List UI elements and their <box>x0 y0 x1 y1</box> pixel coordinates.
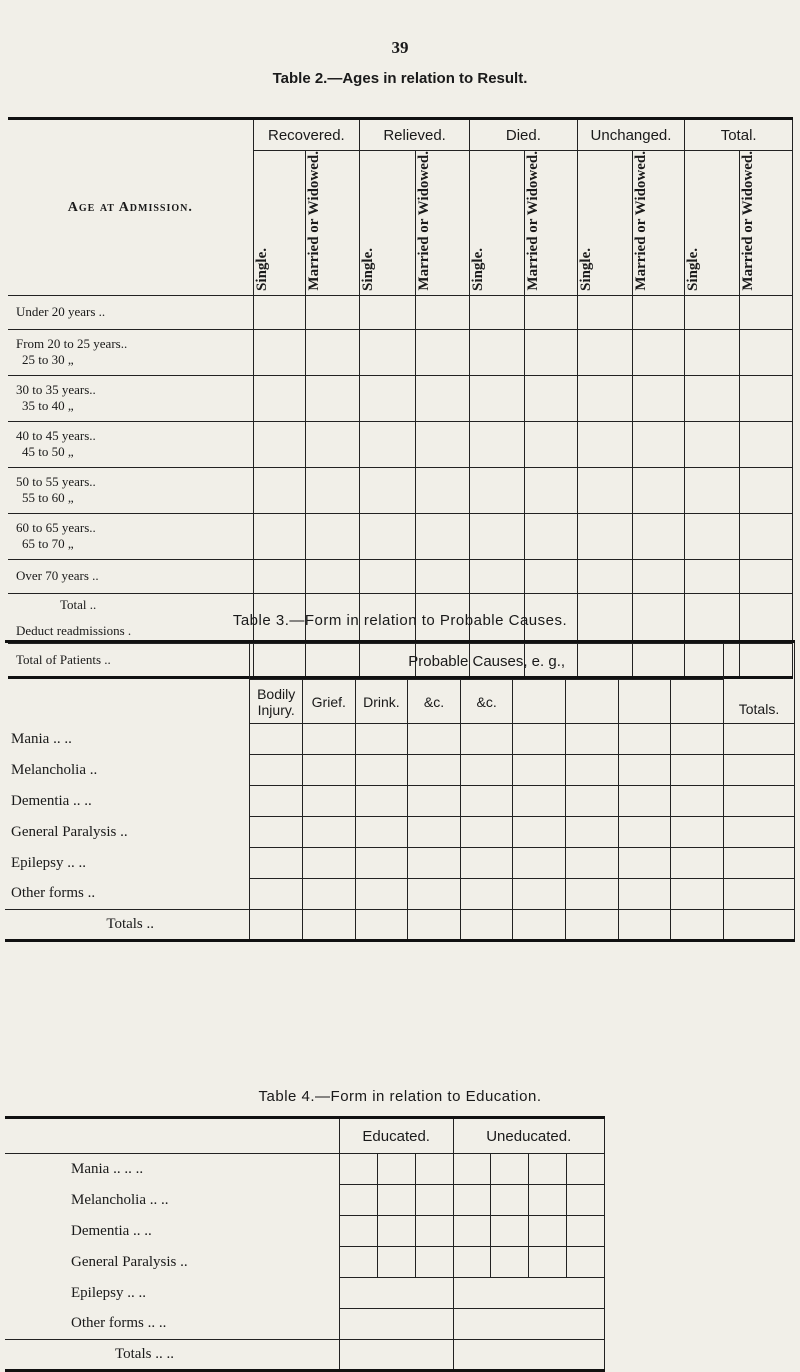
table-cell <box>685 295 740 329</box>
table-cell <box>740 559 793 593</box>
table-cell <box>740 513 793 559</box>
cause-column-header: Drink. <box>355 680 408 724</box>
table-cell <box>250 879 303 910</box>
table-cell <box>253 295 306 329</box>
table-cell <box>470 467 525 513</box>
table-row <box>5 1278 605 1309</box>
form-row-label: Totals .. .. <box>5 1340 339 1371</box>
table-cell <box>632 513 685 559</box>
table-cell <box>632 559 685 593</box>
table-cell <box>513 724 566 755</box>
table-cell <box>302 910 355 941</box>
table-cell <box>355 910 408 941</box>
table-cell <box>339 1154 377 1185</box>
table-cell <box>577 329 632 375</box>
table-cell <box>566 786 619 817</box>
table-cell <box>618 879 671 910</box>
table-cell <box>339 1216 377 1247</box>
table-cell <box>525 467 578 513</box>
table-cell <box>513 817 566 848</box>
table-cell <box>525 421 578 467</box>
table-cell <box>723 910 794 941</box>
table2 <box>8 117 793 679</box>
table-row <box>5 1340 605 1371</box>
table-cell <box>529 1216 567 1247</box>
table-cell <box>460 910 513 941</box>
form-row-label: Epilepsy .. .. <box>5 1278 339 1309</box>
table-cell <box>740 375 793 421</box>
table-cell <box>460 848 513 879</box>
table-cell <box>355 786 408 817</box>
table-cell <box>525 295 578 329</box>
table-cell <box>577 467 632 513</box>
table-cell <box>416 375 470 421</box>
table-cell <box>671 724 724 755</box>
table-cell <box>360 513 416 559</box>
table-cell <box>415 1185 453 1216</box>
group-total: Total. <box>685 119 793 151</box>
table-cell <box>513 848 566 879</box>
table-cell <box>339 1185 377 1216</box>
table-cell <box>618 786 671 817</box>
table-cell <box>513 755 566 786</box>
table-cell <box>302 755 355 786</box>
form-row-label: Dementia .. .. <box>5 786 250 817</box>
table-cell <box>513 786 566 817</box>
table-cell <box>470 295 525 329</box>
table-row <box>8 375 793 421</box>
educated-header: Educated. <box>339 1118 453 1154</box>
table-cell <box>355 848 408 879</box>
table-cell <box>671 786 724 817</box>
row-label-line: Over 70 years .. <box>16 568 99 584</box>
table-cell <box>408 724 461 755</box>
row-label-line: Total .. <box>60 597 97 613</box>
table-cell <box>671 755 724 786</box>
table-cell <box>685 559 740 593</box>
form-row-label: Melancholia .. <box>5 755 250 786</box>
table4 <box>5 1116 605 1372</box>
row-label-line: 55 to 60 „ <box>22 490 74 506</box>
table-row <box>8 467 793 513</box>
age-row-label <box>8 467 253 513</box>
table-cell <box>460 817 513 848</box>
table-cell <box>453 1278 605 1309</box>
age-row-label <box>8 559 253 593</box>
cause-column-header <box>566 680 619 724</box>
table-cell <box>529 1185 567 1216</box>
table-cell <box>408 848 461 879</box>
cause-column-header: Bodily Injury. <box>250 680 303 724</box>
table-cell <box>360 295 416 329</box>
row-label-line: 50 to 55 years.. <box>16 474 96 490</box>
table-cell <box>723 755 794 786</box>
table-row <box>5 848 795 879</box>
table-cell <box>306 467 360 513</box>
form-row-label: Other forms .. <box>5 879 250 910</box>
table-cell <box>415 1216 453 1247</box>
table-cell <box>408 755 461 786</box>
table-cell <box>339 1309 453 1340</box>
table-cell <box>416 421 470 467</box>
table-cell <box>566 817 619 848</box>
table-cell <box>671 848 724 879</box>
form-row-label: Totals .. <box>5 910 250 941</box>
table-cell <box>470 513 525 559</box>
table-cell <box>470 329 525 375</box>
table-cell <box>250 755 303 786</box>
table-cell <box>253 513 306 559</box>
table-cell <box>567 1154 605 1185</box>
age-row-label <box>8 421 253 467</box>
table-cell <box>618 848 671 879</box>
row-label-line: From 20 to 25 years.. <box>16 336 128 352</box>
table-cell <box>632 467 685 513</box>
table-cell <box>470 421 525 467</box>
table-cell <box>250 724 303 755</box>
cause-column-header: &c. <box>460 680 513 724</box>
table-row <box>5 1154 605 1185</box>
uneducated-header: Uneducated. <box>453 1118 605 1154</box>
cause-column-header <box>618 680 671 724</box>
table-cell <box>360 329 416 375</box>
table-cell <box>416 329 470 375</box>
table-cell <box>470 375 525 421</box>
table3-caption: Table 3.—Form in relation to Probable Causes. <box>232 612 568 629</box>
table-cell <box>470 559 525 593</box>
table-cell <box>360 467 416 513</box>
table-cell <box>618 817 671 848</box>
table-cell <box>685 421 740 467</box>
table-cell <box>567 1247 605 1278</box>
page-number: 39 <box>391 38 409 57</box>
table-cell <box>632 295 685 329</box>
table-cell <box>250 910 303 941</box>
table-cell <box>453 1309 605 1340</box>
table-cell <box>360 421 416 467</box>
table-cell <box>453 1247 491 1278</box>
table-row <box>5 1247 605 1278</box>
table-cell <box>453 1185 491 1216</box>
table-row <box>8 513 793 559</box>
table-cell <box>302 724 355 755</box>
table-cell <box>740 295 793 329</box>
probable-causes-header: Probable Causes, e. g., <box>250 642 724 680</box>
table-cell <box>723 848 794 879</box>
sub-married: Married or Widowed. <box>306 151 323 291</box>
table-cell <box>685 375 740 421</box>
age-row-label <box>8 513 253 559</box>
table-cell <box>355 817 408 848</box>
table4-caption: Table 4.—Form in relation to Education. <box>258 1088 542 1105</box>
table-cell <box>416 559 470 593</box>
sub-married: Married or Widowed. <box>416 151 433 291</box>
table-cell <box>306 375 360 421</box>
table-cell <box>415 1154 453 1185</box>
table-cell <box>723 786 794 817</box>
form-row-label: General Paralysis .. <box>5 817 250 848</box>
table-cell <box>460 879 513 910</box>
table-cell <box>460 755 513 786</box>
table-cell <box>306 421 360 467</box>
table-cell <box>360 559 416 593</box>
row-label-line: 65 to 70 „ <box>22 536 74 552</box>
sub-single: Single. <box>470 247 487 291</box>
table-cell <box>306 329 360 375</box>
table-cell <box>723 879 794 910</box>
table-cell <box>577 375 632 421</box>
totals-header: Totals. <box>723 642 794 724</box>
table-cell <box>491 1154 529 1185</box>
table-cell <box>408 786 461 817</box>
table-cell <box>453 1154 491 1185</box>
cause-column-header: &c. <box>408 680 461 724</box>
table-cell <box>491 1247 529 1278</box>
table-row <box>5 1216 605 1247</box>
table-cell <box>577 559 632 593</box>
table-cell <box>491 1185 529 1216</box>
table-cell <box>250 848 303 879</box>
group-recovered: Recovered. <box>253 119 359 151</box>
group-unchanged: Unchanged. <box>577 119 685 151</box>
table-cell <box>525 329 578 375</box>
table-row <box>5 755 795 786</box>
table-row <box>8 295 793 329</box>
table-cell <box>566 755 619 786</box>
sub-married: Married or Widowed. <box>740 151 757 291</box>
table-cell <box>360 375 416 421</box>
table-cell <box>355 755 408 786</box>
table-cell <box>529 1154 567 1185</box>
table-cell <box>460 724 513 755</box>
sub-single: Single. <box>253 247 270 291</box>
table-cell <box>377 1216 415 1247</box>
cause-column-header <box>513 680 566 724</box>
table-cell <box>740 421 793 467</box>
table-cell <box>740 329 793 375</box>
table-cell <box>685 513 740 559</box>
table-cell <box>525 559 578 593</box>
table-cell <box>513 910 566 941</box>
table-row <box>8 329 793 375</box>
table-cell <box>513 879 566 910</box>
table-row <box>5 817 795 848</box>
row-label-line: Under 20 years .. <box>16 304 106 320</box>
table-cell <box>306 295 360 329</box>
table-cell <box>253 421 306 467</box>
table-cell <box>529 1247 567 1278</box>
table-cell <box>525 375 578 421</box>
table-cell <box>253 467 306 513</box>
table-cell <box>408 817 461 848</box>
table-cell <box>567 1185 605 1216</box>
table-cell <box>525 513 578 559</box>
table-cell <box>685 467 740 513</box>
table-cell <box>671 879 724 910</box>
table-cell <box>460 786 513 817</box>
table-cell <box>416 467 470 513</box>
age-header: Age at Admission. <box>67 200 193 216</box>
table-cell <box>632 329 685 375</box>
row-label-line: 25 to 30 „ <box>22 352 74 368</box>
table-cell <box>339 1340 453 1371</box>
table-cell <box>566 848 619 879</box>
table-row <box>8 421 793 467</box>
table-cell <box>302 848 355 879</box>
table-cell <box>253 329 306 375</box>
cause-column-header: Grief. <box>302 680 355 724</box>
table-cell <box>671 817 724 848</box>
form-row-label: Dementia .. .. <box>5 1216 339 1247</box>
row-label-line: 45 to 50 „ <box>22 444 74 460</box>
table-cell <box>566 879 619 910</box>
table-cell <box>377 1185 415 1216</box>
sub-married: Married or Widowed. <box>525 151 542 291</box>
table-cell <box>740 467 793 513</box>
table-cell <box>302 817 355 848</box>
table-cell <box>632 421 685 467</box>
table-row <box>5 724 795 755</box>
group-relieved: Relieved. <box>360 119 470 151</box>
table-cell <box>671 910 724 941</box>
table-cell <box>408 879 461 910</box>
sub-single: Single. <box>685 247 702 291</box>
table-cell <box>577 295 632 329</box>
age-row-label <box>8 375 253 421</box>
age-row-label <box>8 295 253 329</box>
table-row <box>5 1309 605 1340</box>
table-cell <box>491 1216 529 1247</box>
sub-single: Single. <box>577 247 594 291</box>
table-cell <box>685 329 740 375</box>
table-cell <box>250 817 303 848</box>
table-cell <box>377 1154 415 1185</box>
table-cell <box>408 910 461 941</box>
table-cell <box>302 879 355 910</box>
table-cell <box>253 559 306 593</box>
row-label-line: 35 to 40 „ <box>22 398 74 414</box>
table-cell <box>453 1216 491 1247</box>
form-row-label: Epilepsy .. .. <box>5 848 250 879</box>
table-cell <box>723 724 794 755</box>
table-cell <box>567 1216 605 1247</box>
table-cell <box>339 1278 453 1309</box>
table-row <box>5 910 795 941</box>
table-cell <box>577 513 632 559</box>
table-cell <box>618 724 671 755</box>
table-row <box>8 559 793 593</box>
table-cell <box>566 724 619 755</box>
table-cell <box>306 513 360 559</box>
table-cell <box>416 513 470 559</box>
table-cell <box>302 786 355 817</box>
group-died: Died. <box>470 119 578 151</box>
row-label-line: 60 to 65 years.. <box>16 520 96 536</box>
table-cell <box>577 421 632 467</box>
form-row-label: Mania .. .. <box>5 724 250 755</box>
row-label-line: 40 to 45 years.. <box>16 428 96 444</box>
age-row-label <box>8 329 253 375</box>
form-row-label: General Paralysis .. <box>5 1247 339 1278</box>
table-cell <box>632 375 685 421</box>
sub-single: Single. <box>360 247 377 291</box>
table-cell <box>377 1247 415 1278</box>
table-cell <box>723 817 794 848</box>
table-cell <box>339 1247 377 1278</box>
table-cell <box>416 295 470 329</box>
table-cell <box>306 559 360 593</box>
table-cell <box>415 1247 453 1278</box>
table-cell <box>453 1340 605 1371</box>
table-row <box>5 786 795 817</box>
table3 <box>5 640 795 942</box>
table-row <box>5 1185 605 1216</box>
form-row-label: Mania .. .. .. <box>5 1154 339 1185</box>
table-cell <box>355 724 408 755</box>
table-cell <box>618 910 671 941</box>
sub-married: Married or Widowed. <box>632 151 649 291</box>
table-cell <box>618 755 671 786</box>
form-row-label: Other forms .. .. <box>5 1309 339 1340</box>
table-cell <box>355 879 408 910</box>
table-row <box>5 879 795 910</box>
table-cell <box>566 910 619 941</box>
form-row-label: Melancholia .. .. <box>5 1185 339 1216</box>
row-label-line: Deduct readmissions . <box>16 623 132 639</box>
table-cell <box>253 375 306 421</box>
row-label-line: Total of Patients .. <box>16 651 111 667</box>
row-label-line: 30 to 35 years.. <box>16 382 96 398</box>
table2-caption: Table 2.—Ages in relation to Result. <box>272 70 528 87</box>
table-cell <box>250 786 303 817</box>
cause-column-header <box>671 680 724 724</box>
